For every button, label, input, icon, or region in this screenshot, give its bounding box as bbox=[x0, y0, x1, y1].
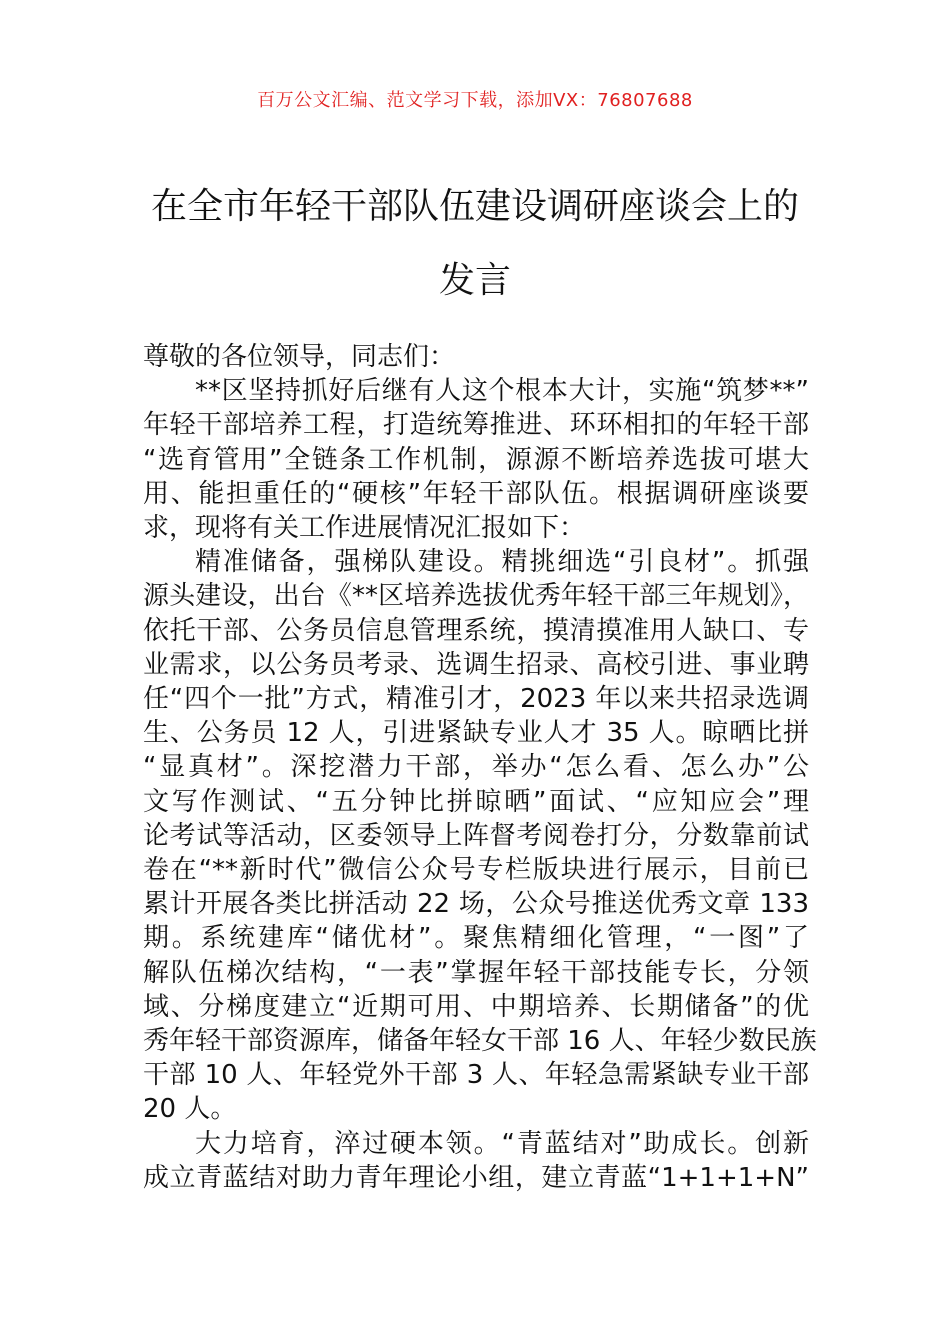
body-text-line: 年轻干部培养工程，打造统筹推进、环环相扣的年轻干部 bbox=[143, 410, 809, 441]
body-text-line: 求，现将有关工作进展情况汇报如下： bbox=[143, 513, 586, 544]
body-text-line: 大力培育，淬过硬本领。“青蓝结对”助成长。创新 bbox=[195, 1128, 809, 1159]
body-text-line: 解队伍梯次结构，“一表”掌握年轻干部技能专长，分领 bbox=[143, 957, 809, 988]
body-text-line: 期。系统建库“储优材”。聚焦精细化管理，“一图”了 bbox=[143, 923, 809, 954]
body-text-line: 文写作测试、“五分钟比拼晾晒”面试、“应知应会”理 bbox=[143, 786, 809, 817]
document-body bbox=[143, 340, 817, 1195]
body-text-line: 论考试等活动，区委领导上阵督考阅卷打分，分数靠前试 bbox=[143, 820, 809, 851]
body-text-line: 任“四个一批”方式，精准引才，2023 年以来共招录选调 bbox=[143, 684, 809, 715]
document-title-line-2: 发言 bbox=[438, 260, 511, 301]
body-text-line: 精准储备，强梯队建设。精挑细选“引良材”。抓强 bbox=[195, 547, 809, 578]
body-text-line: 业需求，以公务员考录、选调生招录、高校引进、事业聘 bbox=[143, 649, 809, 680]
body-text-line: 卷在“**新时代”微信公众号专栏版块进行展示，目前已 bbox=[143, 855, 809, 886]
watermark-contact-line: 百万公文汇编、范文学习下载，添加VX：76807688 bbox=[257, 90, 693, 111]
body-text-line: “选育管用”全链条工作机制，源源不断培养选拔可堪大 bbox=[143, 444, 809, 475]
document-title-line-1: 在全市年轻干部队伍建设调研座谈会上的 bbox=[150, 186, 799, 227]
body-text-line: 尊敬的各位领导，同志们： bbox=[143, 342, 456, 372]
body-text-line: 源头建设，出台《**区培养选拔优秀年轻干部三年规划》， bbox=[143, 581, 809, 612]
body-text-line: 域、分梯度建立“近期可用、中期培养、长期储备”的优 bbox=[143, 991, 809, 1022]
body-text-line: 20 人。 bbox=[143, 1094, 237, 1125]
body-text-line: 用、能担重任的“硬核”年轻干部队伍。根据调研座谈要 bbox=[143, 478, 809, 509]
body-text-line: 秀年轻干部资源库，储备年轻女干部 16 人、年轻少数民族 bbox=[143, 1026, 817, 1057]
body-text-line: **区坚持抓好后继有人这个根本大计，实施“筑梦**” bbox=[195, 376, 809, 407]
body-text-line: 累计开展各类比拼活动 22 场，公众号推送优秀文章 133 bbox=[143, 889, 809, 920]
body-text-line: 生、公务员 12 人，引进紧缺专业人才 35 人。晾晒比拼 bbox=[143, 718, 809, 749]
body-text-line: 干部 10 人、年轻党外干部 3 人、年轻急需紧缺专业干部 bbox=[143, 1060, 809, 1091]
body-text-line: 成立青蓝结对助力青年理论小组，建立青蓝“1+1+1+N” bbox=[143, 1162, 809, 1193]
body-text-line: “显真材”。深挖潜力干部，举办“怎么看、怎么办”公 bbox=[143, 752, 809, 783]
body-text-line: 依托干部、公务员信息管理系统，摸清摸准用人缺口、专 bbox=[143, 615, 809, 646]
